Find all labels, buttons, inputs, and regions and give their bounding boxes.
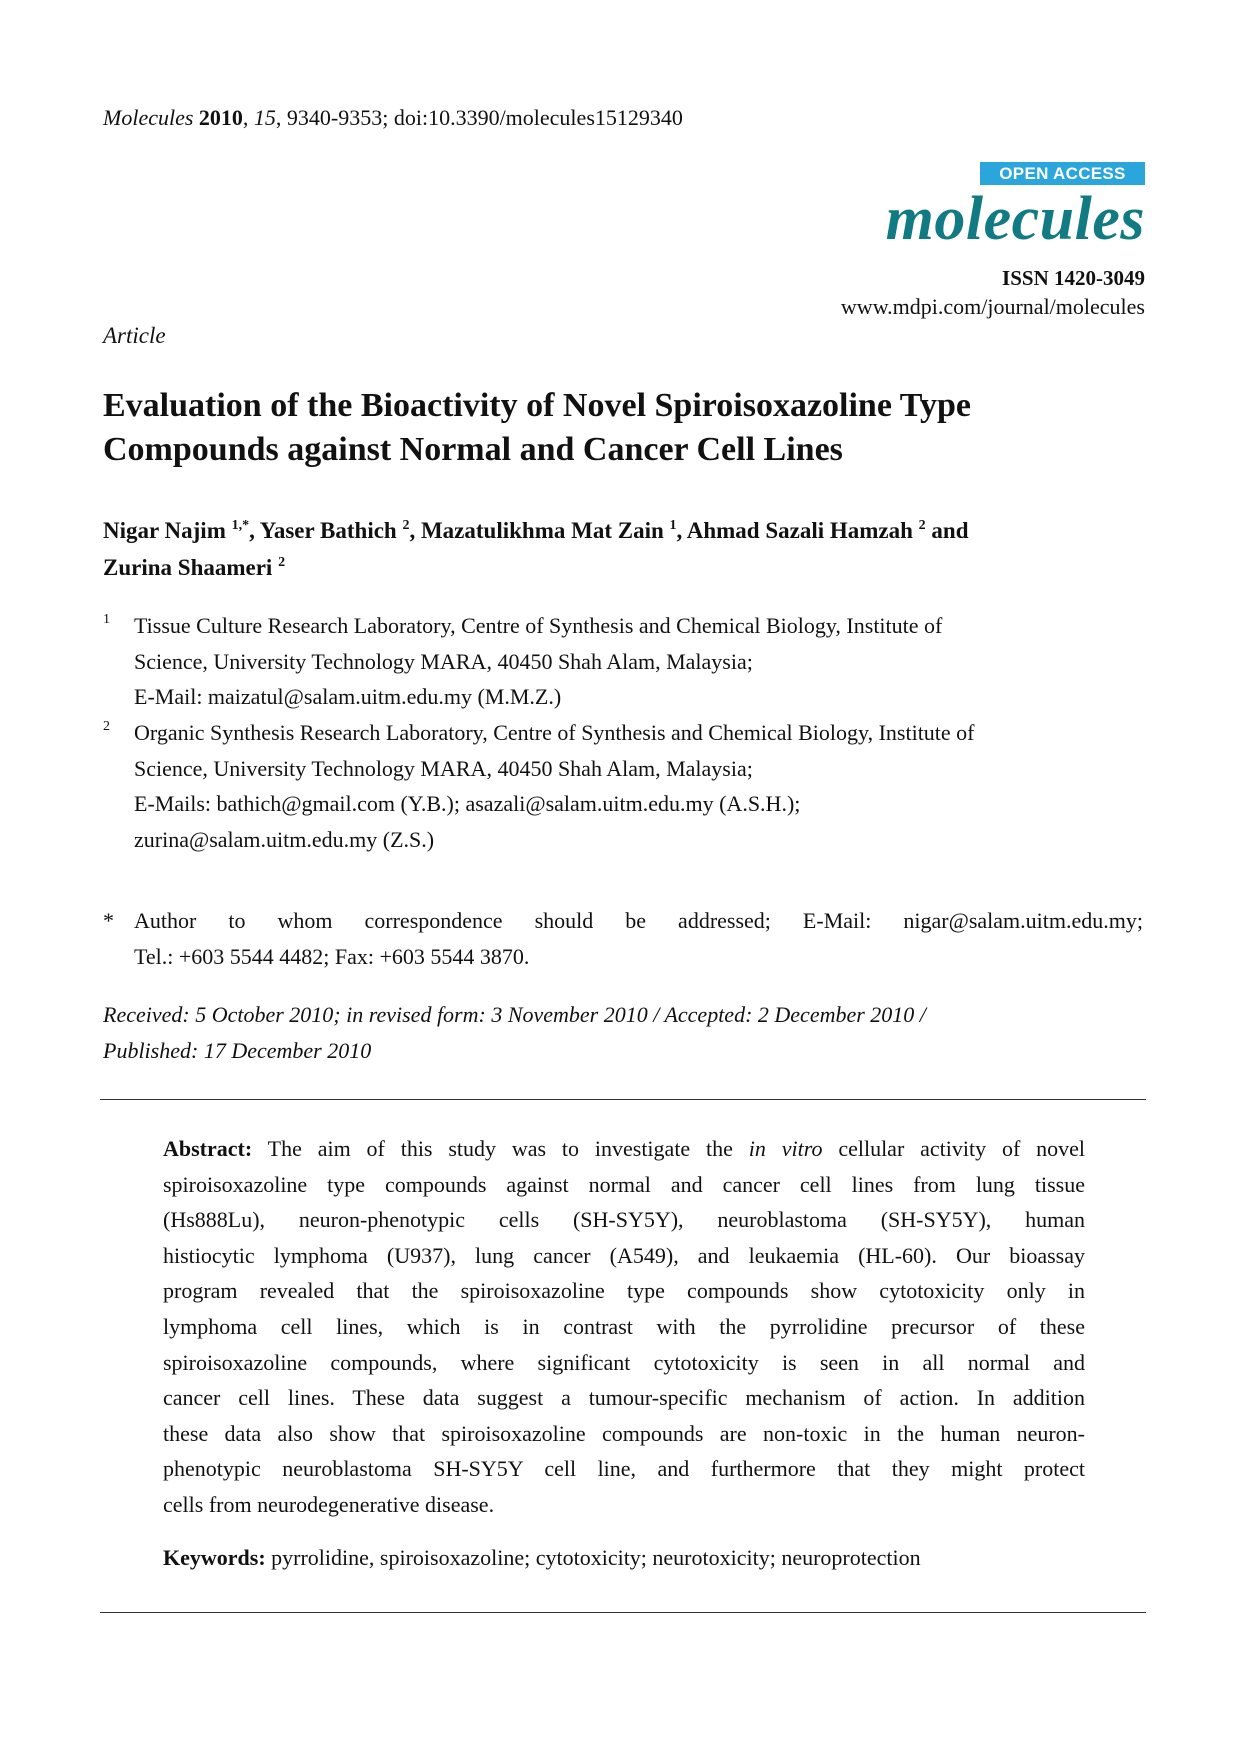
issn: ISSN 1420-3049 bbox=[1002, 266, 1145, 290]
author-list bbox=[103, 512, 1143, 586]
affiliation-line: zurina@salam.uitm.edu.my (Z.S.) bbox=[134, 826, 435, 852]
divider-bottom bbox=[100, 1612, 1146, 1613]
abstract-text: cellular activity of novel bbox=[822, 1136, 1085, 1161]
author-conjunction: and bbox=[925, 518, 969, 543]
keywords-label: Keywords: bbox=[163, 1545, 266, 1570]
author-line bbox=[103, 512, 1143, 549]
publication-dates bbox=[103, 997, 1143, 1068]
author-name: , Ahmad Sazali Hamzah bbox=[676, 518, 913, 543]
abstract-line: program revealed that the spiroisoxazoline type compounds show cytotoxicity only in bbox=[163, 1278, 1085, 1304]
author-affil-mark: 2 bbox=[918, 518, 926, 533]
affiliation-line: Organic Synthesis Research Laboratory, Centre of Synthesis and Chemical Biology, Institute of bbox=[134, 720, 975, 745]
abstract-line bbox=[163, 1131, 1085, 1167]
affiliation-line: Tissue Culture Research Laboratory, Centre of Synthesis and Chemical Biology, Institute of bbox=[134, 613, 943, 638]
author-name: , Mazatulikhma Mat Zain bbox=[409, 518, 664, 543]
author-name: Zurina Shaameri bbox=[103, 555, 273, 580]
journal-logo: molecules bbox=[885, 185, 1145, 253]
journal-name: Molecules bbox=[103, 105, 194, 130]
affiliation-line: E-Mail: maizatul@salam.uitm.edu.my (M.M.Z.) bbox=[134, 684, 562, 709]
affiliation-line: E-Mails: bathich@gmail.com (Y.B.); asazali@salam.uitm.edu.my (A.S.H.); bbox=[134, 791, 801, 816]
dates-line: Published: 17 December 2010 bbox=[103, 1037, 372, 1063]
journal-url[interactable]: www.mdpi.com/journal/molecules bbox=[840, 294, 1145, 319]
citation-line: Molecules 2010, 15, 9340-9353; doi:10.3390/molecules15129340 bbox=[103, 105, 683, 130]
author-name: Nigar Najim bbox=[103, 518, 226, 543]
affiliation-2 bbox=[103, 715, 1143, 857]
abstract-line: these data also show that spiroisoxazoline compounds are non-toxic in the human neuron- bbox=[163, 1420, 1085, 1446]
keywords-text: pyrrolidine, spiroisoxazoline; cytotoxicity; neurotoxicity; neuroprotection bbox=[265, 1545, 921, 1570]
title-line: Compounds against Normal and Cancer Cell Lines bbox=[103, 431, 843, 468]
author-line bbox=[103, 549, 1143, 586]
abstract-line: cells from neurodegenerative disease. bbox=[163, 1491, 495, 1517]
affiliation-1 bbox=[103, 608, 1143, 715]
affiliation-line: Science, University Technology MARA, 40450 Shah Alam, Malaysia; bbox=[134, 755, 753, 781]
article-type: Article bbox=[103, 323, 166, 348]
author-affil-mark: 2 bbox=[402, 518, 410, 533]
correspondence-line: Author to whom correspondence should be addressed; E-Mail: nigar@salam.uitm.edu.my; bbox=[134, 908, 1143, 933]
citation-year: 2010 bbox=[198, 105, 243, 130]
correspondence-line: Tel.: +603 5544 4482; Fax: +603 5544 3870. bbox=[134, 943, 530, 969]
abstract-label: Abstract: bbox=[163, 1136, 253, 1161]
abstract-line: cancer cell lines. These data suggest a tumour-specific mechanism of action. In addition bbox=[163, 1385, 1085, 1411]
author-affil-mark: 1 bbox=[669, 518, 677, 533]
abstract bbox=[163, 1131, 1085, 1523]
open-access-badge: OPEN ACCESS bbox=[980, 162, 1145, 185]
abstract-text: The aim of this study was to investigate the bbox=[252, 1136, 749, 1161]
citation-volume: 15 bbox=[253, 105, 276, 130]
author-name: , Yaser Bathich bbox=[249, 518, 397, 543]
abstract-line: lymphoma cell lines, which is in contrast with the pyrrolidine precursor of these bbox=[163, 1313, 1085, 1339]
divider-top bbox=[100, 1099, 1146, 1100]
affiliation-number: 2 bbox=[103, 719, 110, 734]
correspondence-marker: * bbox=[103, 908, 114, 933]
affiliation-number: 1 bbox=[103, 612, 110, 627]
abstract-emphasis: in vitro bbox=[748, 1136, 823, 1161]
correspondence-note bbox=[103, 903, 1143, 974]
author-affil-mark: 1,* bbox=[231, 518, 250, 533]
author-affil-mark: 2 bbox=[278, 555, 286, 570]
paper-title bbox=[103, 384, 1143, 472]
affiliation-line: Science, University Technology MARA, 40450 Shah Alam, Malaysia; bbox=[134, 648, 753, 674]
citation-pages-doi: , 9340-9353; doi:10.3390/molecules15129340 bbox=[275, 105, 683, 130]
abstract-line: spiroisoxazoline type compounds against normal and cancer cell lines from lung tissue bbox=[163, 1171, 1085, 1197]
abstract-line: histiocytic lymphoma (U937), lung cancer (A549), and leukaemia (HL-60). Our bioassay bbox=[163, 1242, 1085, 1268]
abstract-line: phenotypic neuroblastoma SH-SY5Y cell line, and furthermore that they might protect bbox=[163, 1456, 1085, 1482]
abstract-line: spiroisoxazoline compounds, where significant cytotoxicity is seen in all normal and bbox=[163, 1349, 1085, 1375]
dates-line: Received: 5 October 2010; in revised form: 3 November 2010 / Accepted: 2 December 2010 / bbox=[103, 1002, 926, 1027]
title-line: Evaluation of the Bioactivity of Novel Spiroisoxazoline Type bbox=[103, 387, 971, 424]
keywords bbox=[163, 1545, 1085, 1571]
abstract-line: (Hs888Lu), neuron-phenotypic cells (SH-SY5Y), neuroblastoma (SH-SY5Y), human bbox=[163, 1207, 1085, 1233]
